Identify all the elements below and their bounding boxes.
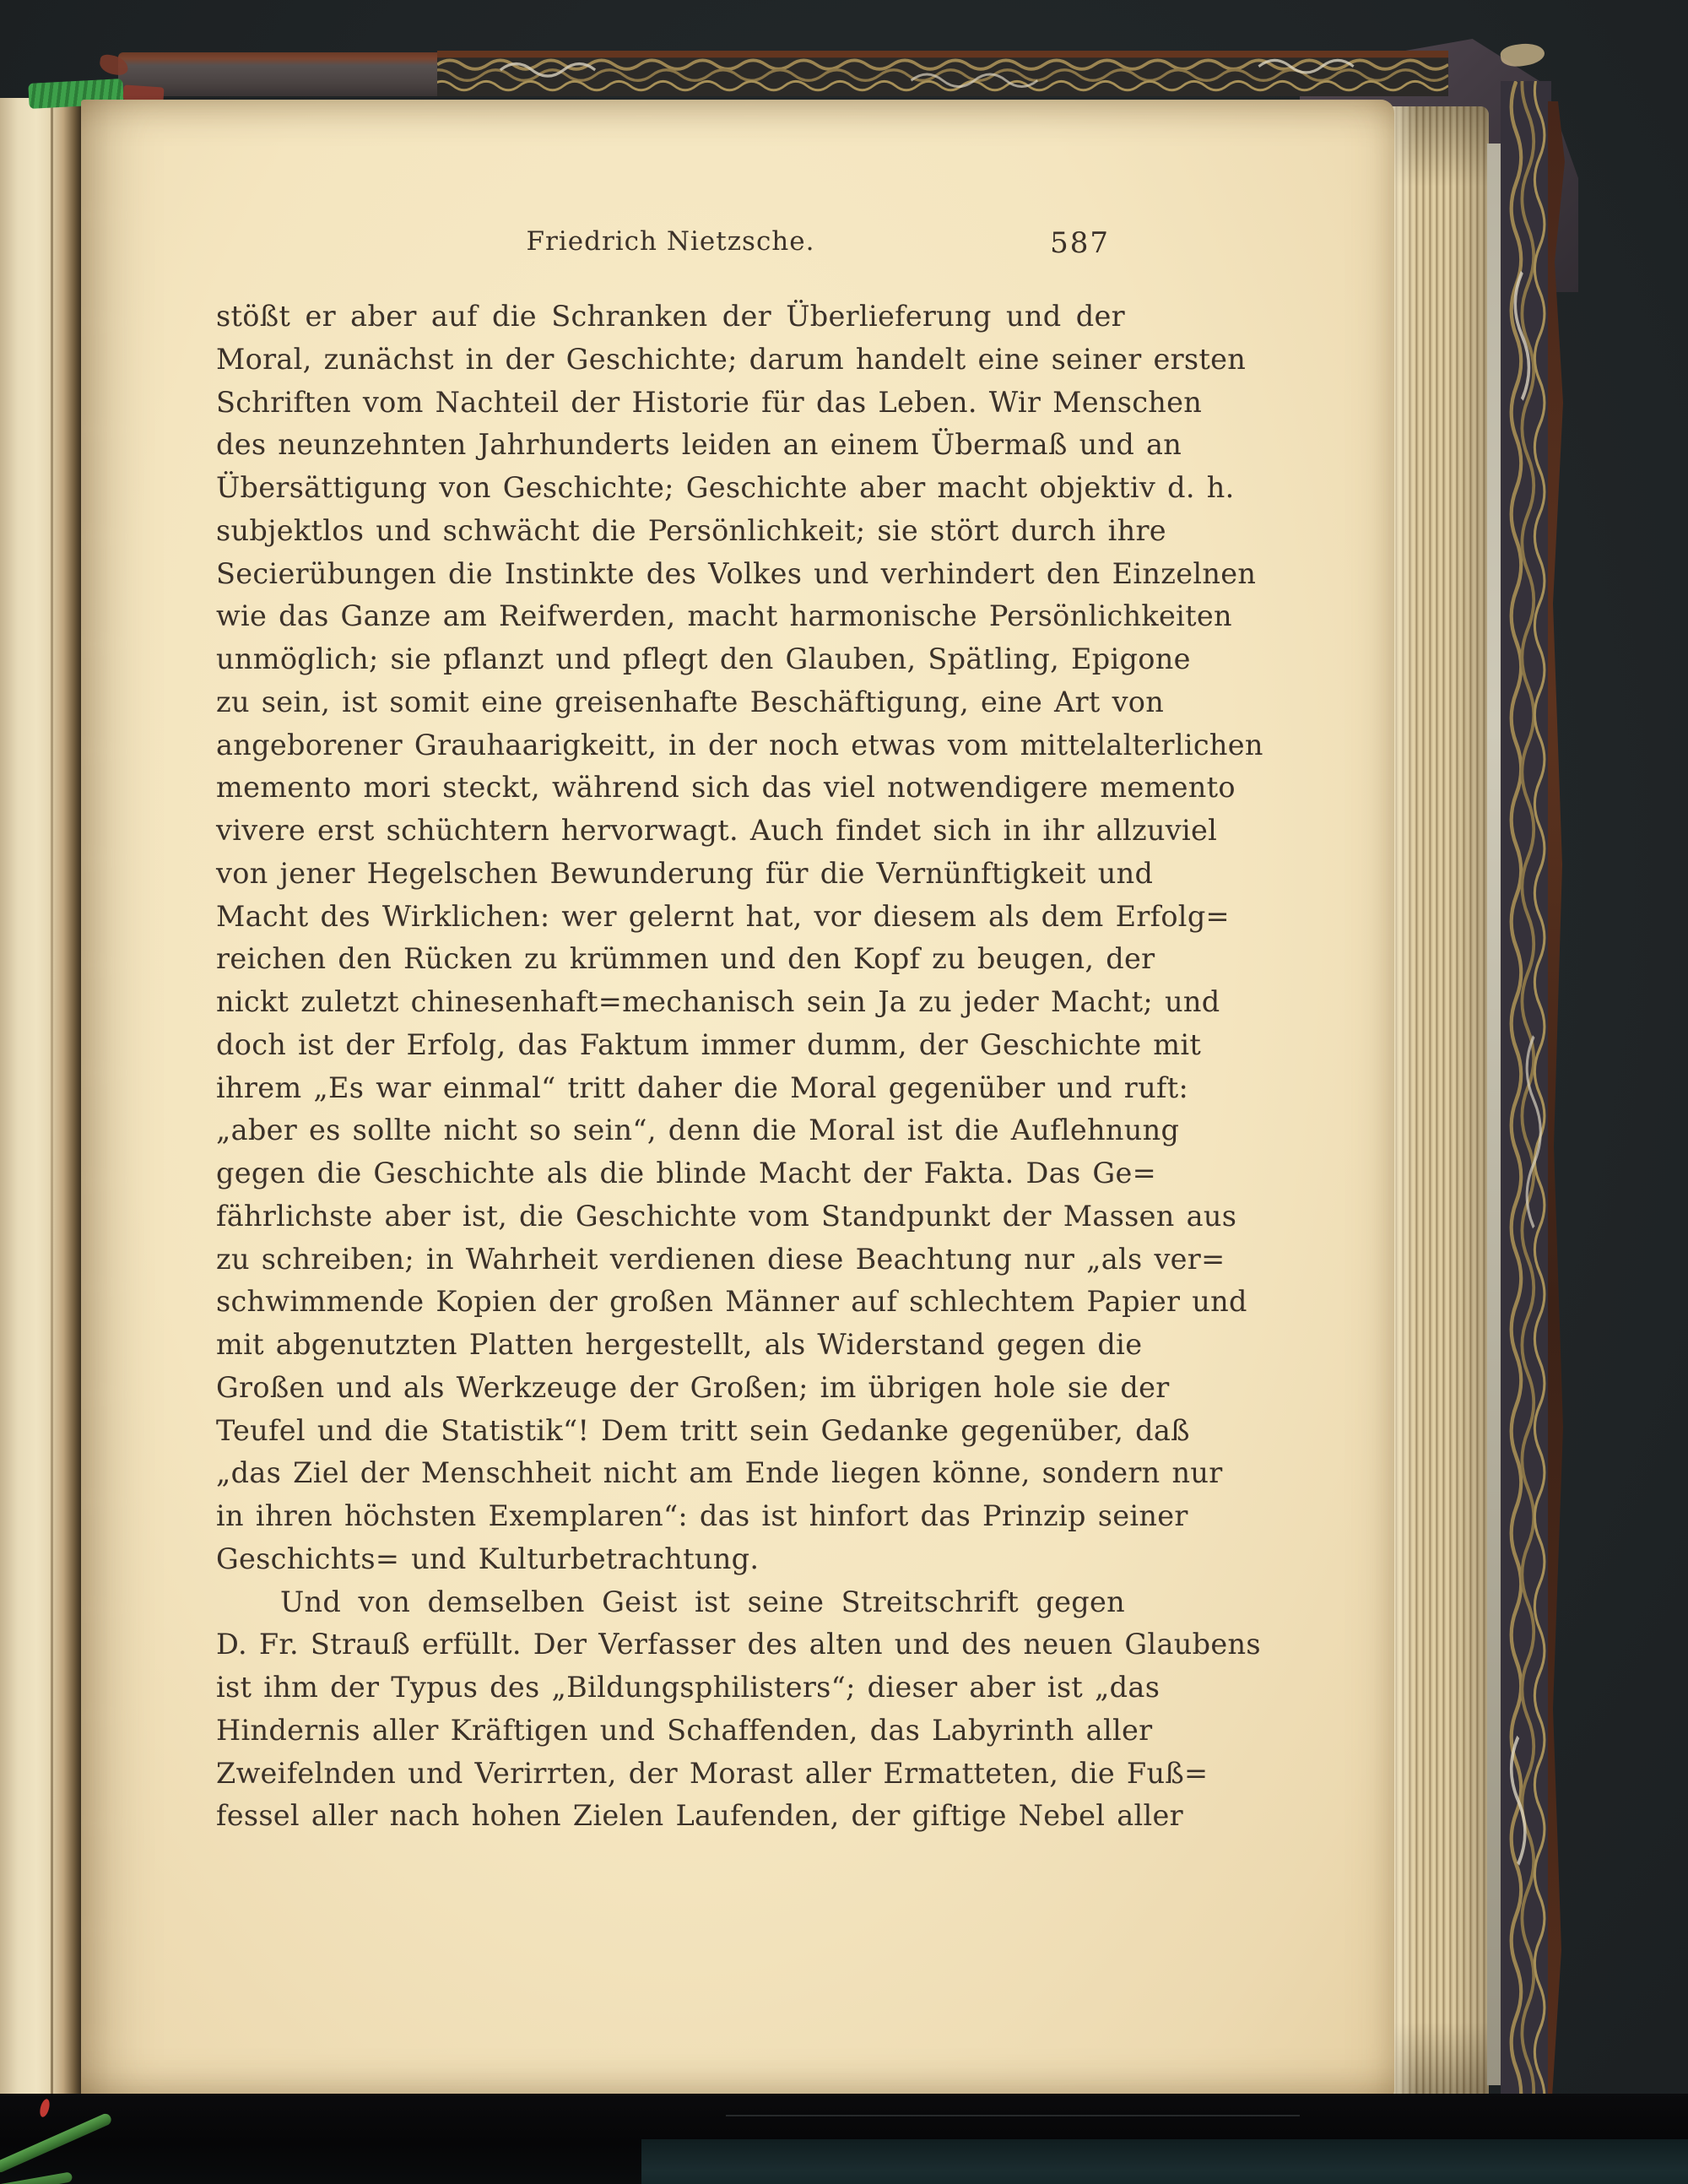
cover-top-edge-embossed (437, 51, 1448, 96)
book-page (81, 100, 1394, 2099)
text-line: stößt er aber auf die Schranken der Überlieferung und der (216, 300, 1125, 333)
text-line: Großen und als Werkzeuge der Großen; im übrigen hole sie der (216, 1370, 1170, 1404)
text-line: fessel aller nach hohen Zielen Laufenden, der giftige Nebel aller (216, 1799, 1183, 1833)
bottom-felt-texture (641, 2139, 1688, 2184)
facing-page-sliver (0, 98, 81, 2131)
text-line: von jener Hegelschen Bewunderung für die Vernünftigkeit und (216, 856, 1154, 890)
text-line: mit abgenutzten Platten hergestellt, als Widerstand gegen die (216, 1328, 1143, 1361)
text-line: Hindernis aller Kräftigen und Schaffenden, das Labyrinth aller (216, 1713, 1153, 1747)
endpaper-strip (1487, 144, 1501, 2085)
text-line: schwimmende Kopien der großen Männer auf schlechtem Papier und (216, 1285, 1247, 1319)
text-line: unmöglich; sie pflanzt und pflegt den Glauben, Spätling, Epigone (216, 642, 1191, 675)
text-line: vivere erst schüchtern hervorwagt. Auch findet sich in ihr allzuviel (216, 814, 1218, 847)
page-number: 587 (1050, 226, 1110, 260)
text-line: D. Fr. Strauß erfüllt. Der Verfasser des alten und des neuen Glaubens (216, 1628, 1261, 1661)
text-line: wie das Ganze am Reifwerden, macht harmonische Persönlichkeiten (216, 599, 1232, 633)
running-title: Friedrich Nietzsche. (526, 226, 815, 257)
text-line: ist ihm der Typus des „Bildungsphilisters“; dieser aber ist „das (216, 1671, 1160, 1704)
text-line: Und von demselben Geist ist seine Streitschrift gegen (280, 1585, 1125, 1618)
text-line: „aber es sollte nicht so sein“, denn die Moral ist die Auflehnung (216, 1114, 1180, 1147)
text-line: zu schreiben; in Wahrheit verdienen diese Beachtung nur „als ver= (216, 1242, 1225, 1276)
cover-right-edge-embossed (1501, 81, 1551, 2119)
wave-pattern-horizontal (437, 51, 1448, 96)
text-line: Geschichts= und Kulturbetrachtung. (216, 1542, 760, 1575)
text-line: nickt zuletzt chinesenhaft=mechanisch sein Ja zu jeder Macht; und (216, 985, 1220, 1018)
torn-paper-tuft (1499, 41, 1545, 69)
text-line: subjektlos und schwächt die Persönlichkeit; sie stört durch ihre (216, 513, 1166, 547)
text-line: ihrem „Es war einmal“ tritt daher die Moral gegenüber und ruft: (216, 1070, 1189, 1104)
text-line: memento mori steckt, während sich das viel notwendigere memento (216, 771, 1236, 805)
text-line: Zweifelnden und Verirrten, der Morast aller Ermatteten, die Fuß= (216, 1756, 1209, 1790)
text-line: Teufel und die Statistik“! Dem tritt sein Gedanke gegenüber, daß (216, 1413, 1190, 1447)
text-line: reichen den Rücken zu krümmen und den Kopf zu beugen, der (216, 942, 1155, 976)
page-header (216, 226, 1125, 270)
fore-edge-shading (1393, 106, 1489, 2102)
gutter-crease (51, 101, 53, 2123)
body-text (216, 295, 1263, 1838)
text-line: Macht des Wirklichen: wer gelernt hat, vor diesem als dem Erfolg= (216, 899, 1230, 933)
text-line: gegen die Geschichte als die blinde Macht der Fakta. Das Ge= (216, 1157, 1156, 1190)
text-line: doch ist der Erfolg, das Faktum immer dumm, der Geschichte mit (216, 1027, 1202, 1061)
text-line: Schriften vom Nachteil der Historie für das Leben. Wir Menschen (216, 385, 1203, 419)
cover-scratch (726, 2115, 1300, 2116)
text-line: in ihren höchsten Exemplaren“: das ist hinfort das Prinzip seiner (216, 1499, 1188, 1532)
cover-top-edge-plain (118, 52, 439, 96)
text-line: des neunzehnten Jahrhunderts leiden an einem Übermaß und an (216, 428, 1182, 462)
text-line: zu sein, ist somit eine greisenhafte Beschäftigung, eine Art von (216, 685, 1165, 718)
cover-right-leather-rim (1548, 101, 1565, 2111)
text-line: Übersättigung von Geschichte; Geschichte aber macht objektiv d. h. (216, 471, 1235, 504)
text-line: angeborener Grauhaarigkeitt, in der noch etwas vom mittelalterlichen (216, 728, 1263, 761)
text-line: Moral, zunächst in der Geschichte; darum handelt eine seiner ersten (216, 342, 1247, 376)
text-line: „das Ziel der Menschheit nicht am Ende liegen könne, sondern nur (216, 1456, 1223, 1490)
wave-pattern-vertical (1501, 81, 1551, 2119)
text-line: fährlichste aber ist, die Geschichte vom Standpunkt der Massen aus (216, 1199, 1237, 1233)
text-line: Secierübungen die Instinkte des Volkes und verhindert den Einzelnen (216, 556, 1257, 590)
